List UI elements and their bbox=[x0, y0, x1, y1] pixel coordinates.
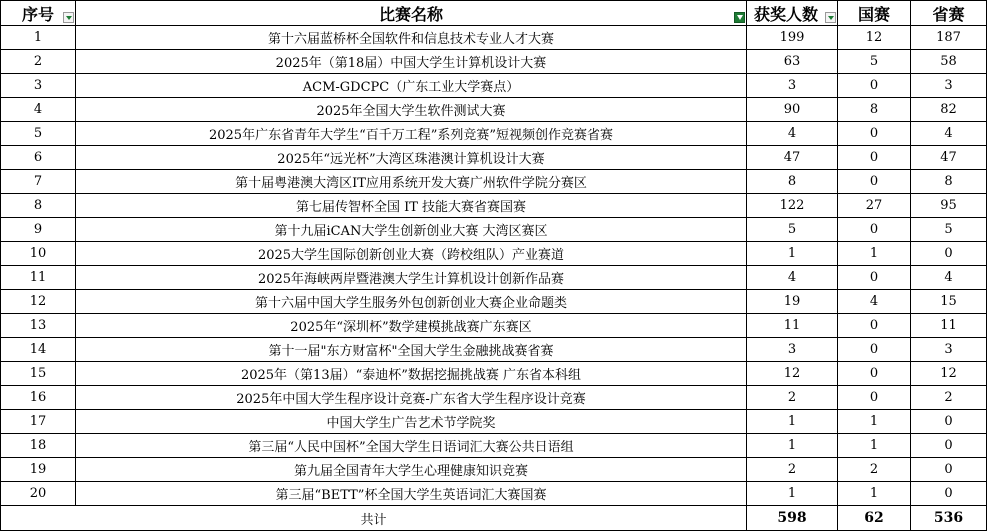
cell-name[interactable]: 2025年（第18届）中国大学生计算机设计大赛 bbox=[76, 50, 747, 74]
cell-name[interactable]: 2025大学生国际创新创业大赛（跨校组队）产业赛道 bbox=[76, 242, 747, 266]
column-header-name-label: 比赛名称 bbox=[378, 4, 443, 24]
cell-provincial[interactable]: 0 bbox=[911, 458, 987, 482]
cell-index[interactable]: 8 bbox=[1, 194, 76, 218]
cell-national[interactable]: 1 bbox=[838, 410, 911, 434]
cell-national[interactable]: 1 bbox=[838, 434, 911, 458]
table-row bbox=[1, 26, 987, 50]
cell-index[interactable]: 19 bbox=[1, 458, 76, 482]
table-row bbox=[1, 122, 987, 146]
cell-award[interactable]: 1 bbox=[747, 410, 838, 434]
cell-provincial[interactable]: 8 bbox=[911, 170, 987, 194]
cell-provincial[interactable]: 95 bbox=[911, 194, 987, 218]
cell-provincial[interactable]: 3 bbox=[911, 338, 987, 362]
cell-provincial[interactable]: 47 bbox=[911, 146, 987, 170]
column-header-national[interactable] bbox=[838, 1, 911, 26]
table-row bbox=[1, 362, 987, 386]
table-row bbox=[1, 338, 987, 362]
cell-provincial[interactable]: 12 bbox=[911, 362, 987, 386]
cell-national[interactable]: 0 bbox=[838, 170, 911, 194]
cell-name[interactable]: 2025年全国大学生软件测试大赛 bbox=[76, 98, 747, 122]
dropdown-filter-icon[interactable] bbox=[825, 12, 836, 23]
cell-index[interactable]: 20 bbox=[1, 482, 76, 506]
column-header-provincial-label: 省赛 bbox=[932, 4, 965, 24]
cell-name[interactable]: 2025年“深圳杯”数学建模挑战赛广东赛区 bbox=[76, 314, 747, 338]
cell-award[interactable]: 8 bbox=[747, 170, 838, 194]
cell-name[interactable]: 第十一届"东方财富杯"全国大学生金融挑战赛省赛 bbox=[76, 338, 747, 362]
cell-index[interactable]: 15 bbox=[1, 362, 76, 386]
table-row bbox=[1, 266, 987, 290]
total-label[interactable]: 共计 bbox=[1, 506, 747, 531]
cell-award[interactable]: 11 bbox=[747, 314, 838, 338]
cell-name[interactable]: 2025年海峡两岸暨港澳大学生计算机设计创新作品赛 bbox=[76, 266, 747, 290]
cell-award[interactable]: 47 bbox=[747, 146, 838, 170]
cell-name[interactable]: 第三届“人民中国杯”全国大学生日语词汇大赛公共日语组 bbox=[76, 434, 747, 458]
table-row bbox=[1, 146, 987, 170]
cell-national[interactable]: 0 bbox=[838, 266, 911, 290]
cell-provincial[interactable]: 0 bbox=[911, 410, 987, 434]
cell-national[interactable]: 2 bbox=[838, 458, 911, 482]
cell-national[interactable]: 8 bbox=[838, 98, 911, 122]
total-national[interactable]: 62 bbox=[838, 506, 911, 531]
cell-award[interactable]: 90 bbox=[747, 98, 838, 122]
cell-award[interactable]: 1 bbox=[747, 434, 838, 458]
cell-name[interactable]: 第九届全国青年大学生心理健康知识竞赛 bbox=[76, 458, 747, 482]
cell-provincial[interactable]: 11 bbox=[911, 314, 987, 338]
column-header-national-label: 国赛 bbox=[857, 4, 890, 24]
cell-provincial[interactable]: 58 bbox=[911, 50, 987, 74]
total-row bbox=[1, 506, 987, 531]
cell-index[interactable]: 2 bbox=[1, 50, 76, 74]
cell-award[interactable]: 1 bbox=[747, 482, 838, 506]
column-header-index[interactable] bbox=[1, 1, 76, 26]
table-row bbox=[1, 314, 987, 338]
cell-index[interactable]: 1 bbox=[1, 26, 76, 50]
cell-index[interactable]: 4 bbox=[1, 98, 76, 122]
cell-award[interactable]: 3 bbox=[747, 338, 838, 362]
cell-name[interactable]: ACM-GDCPC（广东工业大学赛点） bbox=[76, 74, 747, 98]
table-row bbox=[1, 170, 987, 194]
column-header-award[interactable] bbox=[747, 1, 838, 26]
cell-provincial[interactable]: 4 bbox=[911, 122, 987, 146]
cell-name[interactable]: 第十九届iCAN大学生创新创业大赛 大湾区赛区 bbox=[76, 218, 747, 242]
column-header-award-label: 获奖人数 bbox=[753, 4, 818, 24]
cell-name[interactable]: 2025年“远光杯”大湾区珠港澳计算机设计大赛 bbox=[76, 146, 747, 170]
cell-award[interactable]: 4 bbox=[747, 266, 838, 290]
cell-name[interactable]: 第十六届蓝桥杯全国软件和信息技术专业人才大赛 bbox=[76, 26, 747, 50]
table-row bbox=[1, 434, 987, 458]
table-row bbox=[1, 290, 987, 314]
cell-provincial[interactable]: 15 bbox=[911, 290, 987, 314]
cell-national[interactable]: 0 bbox=[838, 218, 911, 242]
cell-name[interactable]: 2025年广东省青年大学生“百千万工程”系列竞赛”短视频创作竞赛省赛 bbox=[76, 122, 747, 146]
cell-provincial[interactable]: 4 bbox=[911, 266, 987, 290]
cell-national[interactable]: 0 bbox=[838, 314, 911, 338]
column-header-index-label: 序号 bbox=[21, 4, 54, 24]
cell-award[interactable]: 2 bbox=[747, 458, 838, 482]
total-provincial[interactable]: 536 bbox=[911, 506, 987, 531]
cell-provincial[interactable]: 82 bbox=[911, 98, 987, 122]
cell-award[interactable]: 1 bbox=[747, 242, 838, 266]
table-row bbox=[1, 74, 987, 98]
cell-name[interactable]: 第三届“BETT”杯全国大学生英语词汇大赛国赛 bbox=[76, 482, 747, 506]
cell-index[interactable]: 13 bbox=[1, 314, 76, 338]
table-row bbox=[1, 50, 987, 74]
table-row bbox=[1, 386, 987, 410]
cell-award[interactable]: 199 bbox=[747, 26, 838, 50]
cell-national[interactable]: 1 bbox=[838, 242, 911, 266]
table-row bbox=[1, 242, 987, 266]
table-row bbox=[1, 218, 987, 242]
table-row bbox=[1, 482, 987, 506]
cell-award[interactable]: 19 bbox=[747, 290, 838, 314]
table-row bbox=[1, 410, 987, 434]
table-row bbox=[1, 194, 987, 218]
cell-award[interactable]: 5 bbox=[747, 218, 838, 242]
cell-name[interactable]: 第十六届中国大学生服务外包创新创业大赛企业命题类 bbox=[76, 290, 747, 314]
cell-index[interactable]: 10 bbox=[1, 242, 76, 266]
cell-national[interactable]: 0 bbox=[838, 338, 911, 362]
cell-index[interactable]: 9 bbox=[1, 218, 76, 242]
cell-national[interactable]: 0 bbox=[838, 146, 911, 170]
cell-index[interactable]: 6 bbox=[1, 146, 76, 170]
active-filter-icon[interactable] bbox=[734, 12, 745, 23]
cell-provincial[interactable]: 0 bbox=[911, 242, 987, 266]
cell-name[interactable]: 第七届传智杯全国 IT 技能大赛省赛国赛 bbox=[76, 194, 747, 218]
cell-national[interactable]: 0 bbox=[838, 386, 911, 410]
cell-award[interactable]: 2 bbox=[747, 386, 838, 410]
cell-name[interactable]: 中国大学生广告艺术节学院奖 bbox=[76, 410, 747, 434]
column-header-name[interactable] bbox=[76, 1, 747, 26]
cell-national[interactable]: 27 bbox=[838, 194, 911, 218]
cell-national[interactable]: 0 bbox=[838, 362, 911, 386]
total-award[interactable]: 598 bbox=[747, 506, 838, 531]
cell-provincial[interactable]: 2 bbox=[911, 386, 987, 410]
cell-award[interactable]: 12 bbox=[747, 362, 838, 386]
cell-national[interactable]: 1 bbox=[838, 482, 911, 506]
cell-provincial[interactable]: 187 bbox=[911, 26, 987, 50]
dropdown-filter-icon[interactable] bbox=[63, 12, 74, 23]
cell-provincial[interactable]: 3 bbox=[911, 74, 987, 98]
cell-award[interactable]: 122 bbox=[747, 194, 838, 218]
cell-national[interactable]: 4 bbox=[838, 290, 911, 314]
cell-award[interactable]: 63 bbox=[747, 50, 838, 74]
cell-provincial[interactable]: 0 bbox=[911, 482, 987, 506]
cell-provincial[interactable]: 5 bbox=[911, 218, 987, 242]
cell-index[interactable]: 5 bbox=[1, 122, 76, 146]
table-row bbox=[1, 98, 987, 122]
cell-provincial[interactable]: 0 bbox=[911, 434, 987, 458]
cell-index[interactable]: 14 bbox=[1, 338, 76, 362]
cell-index[interactable]: 17 bbox=[1, 410, 76, 434]
cell-national[interactable]: 5 bbox=[838, 50, 911, 74]
cell-name[interactable]: 第十届粤港澳大湾区IT应用系统开发大赛广州软件学院分赛区 bbox=[76, 170, 747, 194]
cell-national[interactable]: 0 bbox=[838, 74, 911, 98]
cell-index[interactable]: 3 bbox=[1, 74, 76, 98]
cell-index[interactable]: 16 bbox=[1, 386, 76, 410]
table-row bbox=[1, 458, 987, 482]
cell-national[interactable]: 0 bbox=[838, 122, 911, 146]
cell-index[interactable]: 7 bbox=[1, 170, 76, 194]
cell-index[interactable]: 18 bbox=[1, 434, 76, 458]
cell-award[interactable]: 4 bbox=[747, 122, 838, 146]
cell-name[interactable]: 2025年（第13届）“泰迪杯”数据挖掘挑战赛 广东省本科组 bbox=[76, 362, 747, 386]
cell-name[interactable]: 2025年中国大学生程序设计竞赛-广东省大学生程序设计竞赛 bbox=[76, 386, 747, 410]
header-row bbox=[1, 1, 987, 26]
cell-award[interactable]: 3 bbox=[747, 74, 838, 98]
cell-index[interactable]: 11 bbox=[1, 266, 76, 290]
cell-national[interactable]: 12 bbox=[838, 26, 911, 50]
column-header-provincial[interactable] bbox=[911, 1, 987, 26]
cell-index[interactable]: 12 bbox=[1, 290, 76, 314]
